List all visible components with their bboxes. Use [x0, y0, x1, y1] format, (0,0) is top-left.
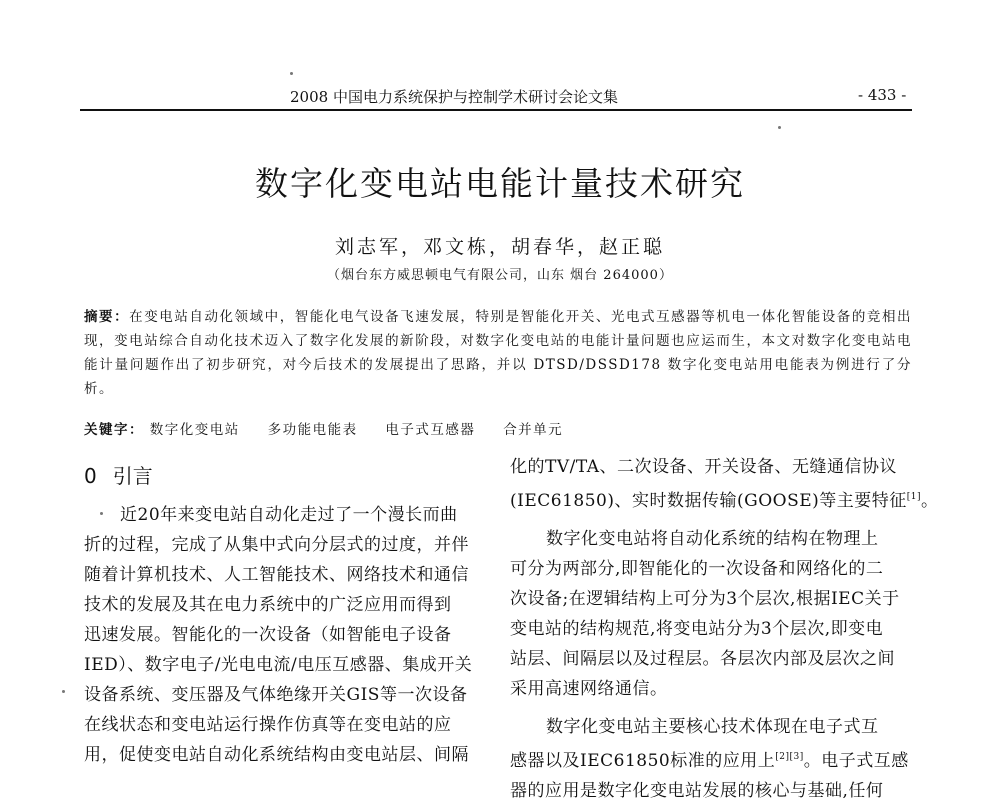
text-line: IED）、数字电子/光电电流/电压互感器、集成开关 [84, 655, 473, 675]
text-line: 数字化变电站将自动化系统的结构在物理上 [546, 529, 879, 549]
text-line: 次设备;在逻辑结构上可分为3个层次,根据IEC关于 [510, 589, 900, 609]
right-column [510, 452, 939, 806]
text-line [510, 482, 939, 516]
abstract-label: 摘要： [84, 309, 130, 325]
text-line: 变电站的结构规范,将变电站分为3个层次,即变电 [510, 619, 884, 639]
keywords-label: 关键字： [84, 422, 144, 438]
keyword: 电子式互感器 [385, 422, 476, 438]
keyword: 合并单元 [503, 422, 564, 438]
paper-affiliation: （烟台东方威思顿电气有限公司，山东 烟台 264000） [327, 268, 673, 283]
section-number: 0 [84, 464, 97, 488]
keyword: 数字化变电站 [149, 422, 240, 438]
scan-speck [100, 512, 103, 515]
text-segment: 。 [921, 491, 939, 511]
text-line: 技术的发展及其在电力系统中的广泛应用而得到 [84, 595, 452, 615]
paper-title: 数字化变电站电能计量技术研究 [255, 164, 745, 203]
text-line: 站层、间隔层以及过程层。各层次内部及层次之间 [510, 649, 895, 669]
text-segment: 感器以及IEC61850标准的应用上 [510, 751, 776, 771]
text-line: 采用高速网络通信。 [510, 679, 668, 699]
section-title: 引言 [112, 464, 153, 488]
abstract-text: 在变电站自动化领域中，智能化电气设备飞速发展，特别是智能化开关、光电式互感器等机电一体化智能设备的竞相出现，变电站综合自动化技术迈入了数字化发展的新阶段，对数字化变电站的电能计量问题也应运而生，本文对数字化变电站电能计量问题作出了初步研究，对今后技术的发展提出了思路，并以 DTSD/DSSD178 数字化变电站用电能表为例进行了分析。 [84, 309, 913, 397]
text-segment: 。电子式互感 [803, 751, 909, 771]
text-line: 折的过程，完成了从集中式向分层式的过度，并伴 [84, 535, 469, 555]
scan-speck [62, 690, 65, 693]
keyword: 多功能电能表 [267, 422, 358, 438]
scan-speck [290, 72, 293, 75]
text-line: 设备系统、变压器及气体绝缘开关GIS等一次设备 [84, 685, 468, 705]
text-line: 器的应用是数字化变电站发展的核心与基础,任何 [510, 781, 884, 801]
text-line: 数字化变电站主要核心技术体现在电子式互 [546, 717, 879, 737]
text-line: 迅速发展。智能化的一次设备（如智能电子设备 [84, 625, 452, 645]
text-segment: (IEC61850)、实时数据传输(GOOSE)等主要特征 [510, 491, 907, 511]
citation: [1] [906, 492, 922, 502]
text-line: 随着计算机技术、人工智能技术、网络技术和通信 [84, 565, 469, 585]
section-heading [84, 460, 153, 489]
citation: [2][3] [775, 752, 804, 762]
page-number: - 433 - [858, 86, 907, 104]
text-line: 近20年来变电站自动化走过了一个漫长而曲 [120, 505, 458, 525]
text-line: 在线状态和变电站运行操作仿真等在变电站的应 [84, 715, 452, 735]
keywords [84, 418, 912, 438]
text-line: 用，促使变电站自动化系统结构由变电站层、间隔 [84, 745, 469, 765]
text-line [510, 742, 914, 776]
header-divider [80, 109, 912, 111]
paper-authors: 刘志军，邓文栋，胡春华，赵正聪 [334, 236, 665, 258]
journal-header: 2008 中国电力系统保护与控制学术研讨会论文集 [290, 88, 618, 106]
left-column [84, 500, 484, 770]
scan-speck [778, 126, 781, 129]
abstract [84, 305, 912, 401]
text-line: 化的TV/TA、二次设备、开关设备、无缝通信协议 [510, 457, 898, 477]
text-line: 可分为两部分,即智能化的一次设备和网络化的二 [510, 559, 884, 579]
